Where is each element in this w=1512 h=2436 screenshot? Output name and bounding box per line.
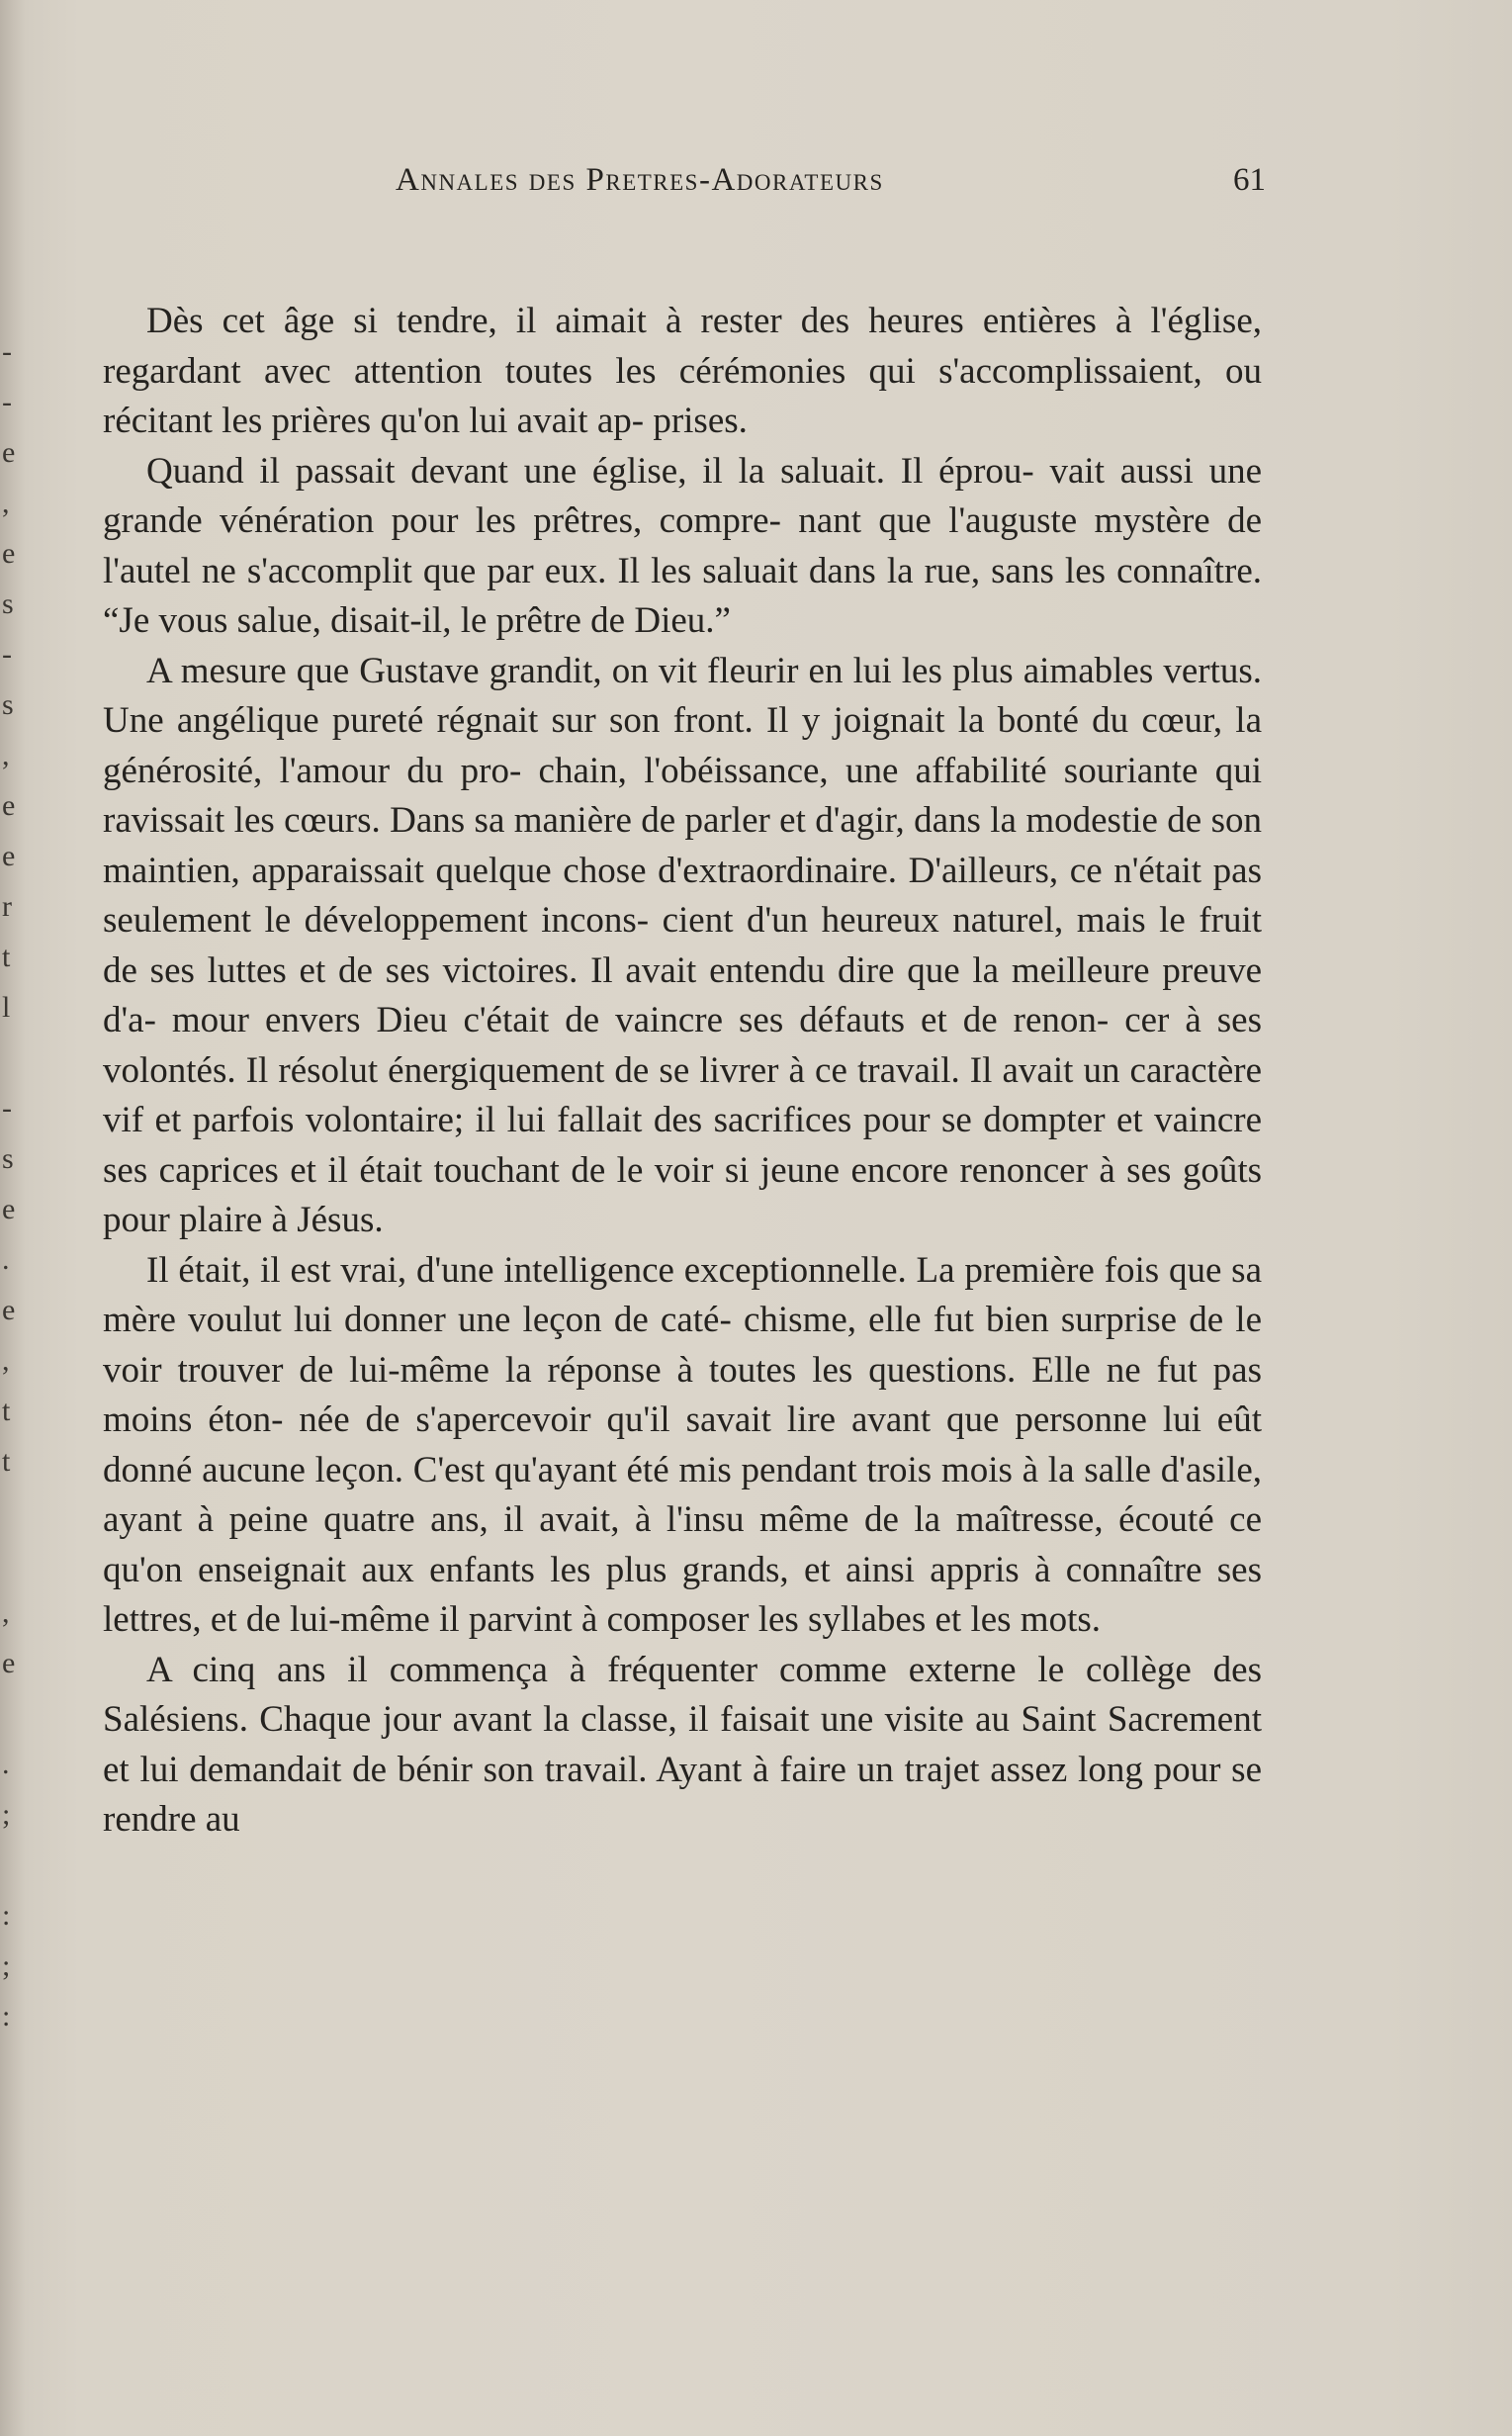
edge-fragment: - <box>2 335 12 368</box>
edge-fragment <box>0 1487 20 1537</box>
edge-fragment: , <box>2 1596 10 1629</box>
edge-fragment: r <box>2 890 12 923</box>
edge-fragment: e <box>2 1294 16 1326</box>
edge-fragment: s <box>2 1142 14 1175</box>
edge-fragment: s <box>2 688 14 721</box>
edge-fragment: - <box>2 1092 12 1125</box>
edge-fragment: : <box>2 1899 11 1932</box>
edge-fragment: e <box>2 1647 16 1679</box>
edge-fragment: ; <box>2 1798 11 1831</box>
edge-fragment: t <box>2 1395 11 1427</box>
edge-fragment: e <box>2 840 16 872</box>
edge-fragment: e <box>2 537 16 570</box>
edge-fragment: l <box>2 991 11 1024</box>
edge-fragment: - <box>2 638 12 671</box>
page-header <box>99 162 1266 212</box>
page-gutter <box>0 0 26 2436</box>
edge-fragment: . <box>2 1748 10 1780</box>
edge-fragment <box>0 1688 20 1739</box>
edge-fragment: , <box>2 487 10 519</box>
facing-page-edge-fragments <box>0 326 20 2255</box>
body-text <box>103 297 1262 1846</box>
edge-fragment: e <box>2 789 16 822</box>
edge-fragment <box>0 1840 20 1890</box>
paragraph: Quand il passait devant une église, il la saluait. Il éprou- vait aussi une grande vénération pour les prêtres, compre- nant que l'auguste mystère de l'autel ne s'accomplit que par eux. Il les saluait dans la rue, sans les connaître. “Je vous salue, disait-il, le prêtre de Dieu.” <box>103 450 1262 641</box>
paragraph: Dès cet âge si tendre, il aimait à rester des heures entières à l'église, regardant avec attention toutes les cérémonies qui s'accomplissaient, ou récitant les prières qu'on lui avait ap- prises. <box>103 301 1262 441</box>
edge-fragment: e <box>2 1193 16 1225</box>
edge-fragment: - <box>2 386 12 418</box>
paragraph: Il était, il est vrai, d'une intelligence exceptionnelle. La première fois que sa mère voulut lui donner une leçon de caté- chisme, elle fut bien surprise de le voir trouver de lui-même la réponse à toutes les questions. Elle ne fut pas moins éton- née de s'apercevoir qu'il savait lire avant que personne lui eût donné aucune leçon. C'est qu'ayant été mis pendant trois mois à la salle d'asile, ayant à peine quatre ans, il avait, à l'insu même de la maîtresse, écouté ce qu'on enseignait aux enfants les plus grands, et ainsi appris à connaître ses lettres, et de lui-même il parvint à composer les syllabes et les mots. <box>103 1249 1262 1640</box>
paragraph: A mesure que Gustave grandit, on vit fleurir en lui les plus aimables vertus. Une angélique pureté régnait sur son front. Il y joignait la bonté du cœur, la générosité, l'amour du pro- chain, l'obéissance, une affabilité souriante qui ravissait les cœurs. Dans sa manière de parler et d'agir, dans la modestie de son maintien, apparaissait quelque chose d'extraordinaire. D'ailleurs, ce n'était pas seulement le développement incons- cient d'un heureux naturel, mais le fruit de ses luttes et de ses victoires. Il avait entendu dire que la meilleure preuve d'a- mour envers Dieu c'était de vaincre ses défauts et de renon- cer à ses volontés. Il résolut énergiquement de se livrer à ce travail. Il avait un caractère vif et parfois volontaire; il lui fallait des sacrifices pour se dompter et vaincre ses caprices et il était touchant de le voir si jeune encore renoncer à ses goûts pour plaire à Jésus. <box>103 650 1262 1240</box>
edge-fragment: e <box>2 436 16 469</box>
edge-fragment <box>0 1537 20 1587</box>
edge-fragment: t <box>2 1445 11 1478</box>
page-number: 61 <box>1233 162 1266 198</box>
edge-fragment: ; <box>2 1949 11 1982</box>
edge-fragment: s <box>2 587 14 620</box>
edge-fragment: : <box>2 2000 11 2032</box>
edge-fragment: t <box>2 941 11 973</box>
edge-fragment: , <box>2 739 10 771</box>
running-title: Annales des Pretres-Adorateurs <box>396 162 884 198</box>
edge-fragment: . <box>2 1243 10 1276</box>
edge-fragment <box>0 1033 20 1083</box>
paragraph: A cinq ans il commença à fréquenter comme externe le collège des Salésiens. Chaque jour avant la classe, il faisait une visite au Saint Sacrement et lui demandait de bénir son travail. Ayant à faire un trajet assez long pour se rendre au <box>103 1649 1262 1840</box>
edge-fragment: , <box>2 1344 10 1377</box>
